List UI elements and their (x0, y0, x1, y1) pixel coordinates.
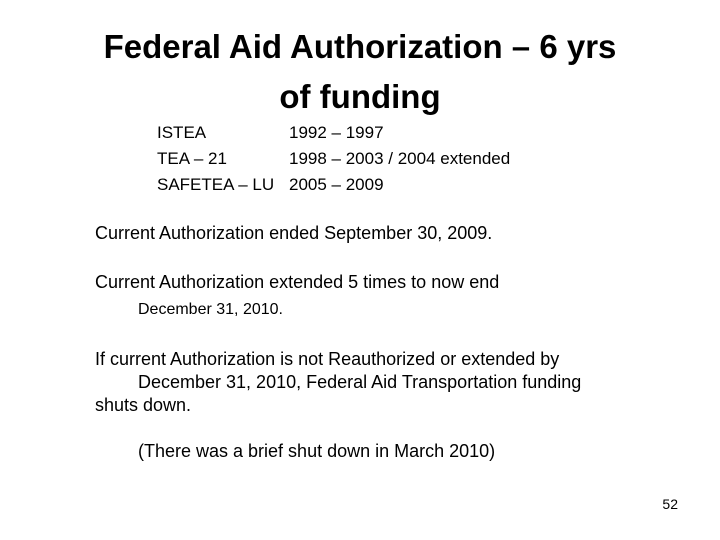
authorization-list (157, 120, 510, 198)
paragraph-shutdown-line-3: shuts down. (95, 395, 192, 415)
paragraph-shutdown-line-1: If current Authorization is not Reauthorized or extended by (95, 349, 560, 369)
authorization-row (157, 146, 510, 172)
authorization-row (157, 120, 510, 146)
paragraph-extended-line-2: December 31, 2010. (138, 301, 283, 318)
slide-title-line-2: of funding (279, 78, 441, 115)
paragraph-extended-line-1: Current Authorization extended 5 times to now end (95, 272, 500, 292)
page-number: 52 (662, 496, 678, 512)
paragraph-note: (There was a brief shut down in March 2010) (138, 441, 496, 461)
slide-title (0, 22, 720, 122)
authorization-years: 2005 – 2009 (289, 175, 384, 194)
paragraph-ended: Current Authorization ended September 30, 2009. (95, 223, 493, 243)
authorization-name: ISTEA (157, 123, 207, 142)
authorization-name: SAFETEA – LU (157, 175, 275, 194)
authorization-years: 1998 – 2003 / 2004 extended (289, 149, 511, 168)
authorization-years: 1992 – 1997 (289, 123, 384, 142)
authorization-name: TEA – 21 (157, 149, 227, 168)
slide-title-line-1: Federal Aid Authorization – 6 yrs (103, 28, 617, 65)
paragraph-shutdown-line-2: December 31, 2010, Federal Aid Transportation funding (138, 372, 582, 392)
authorization-row (157, 172, 510, 198)
